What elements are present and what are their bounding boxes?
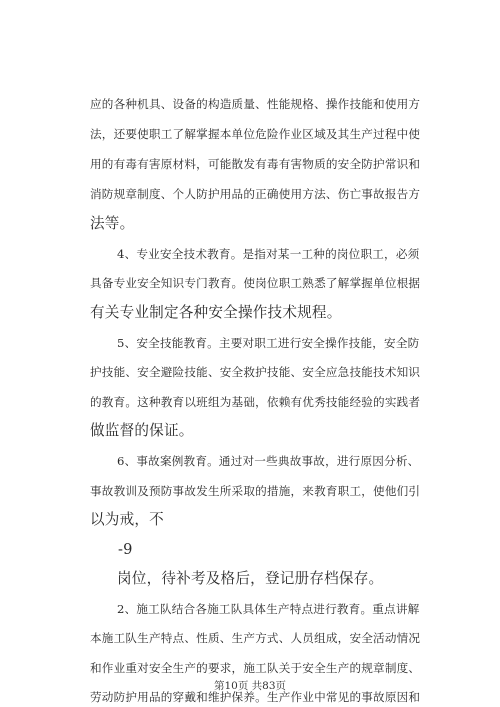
text-line: 做监督的保证。 [90, 422, 194, 439]
text-line: 本施工队生产特点、性质、生产方式、人员组成，安全活动情况 [90, 631, 420, 645]
text-line: 有关专业制定各种安全操作技术规程。 [90, 304, 342, 321]
page-footer: 第10页 共83页 [213, 680, 287, 692]
page-marker: -9 [118, 541, 133, 558]
text-line: 用的有毒有害原材料，可能散发有毒有害物质的安全防护常识和 [90, 157, 420, 171]
text-line: 护技能、安全避险技能、安全救护技能、安全应急技能技术知识 [90, 365, 420, 379]
text-line: 劳动防护用品的穿戴和维护保养。生产作业中常见的事故原因和 [90, 690, 420, 704]
text-line: 岗位，待补考及格后，登记册存档保存。 [117, 570, 384, 587]
paragraph-5-first-line: 5、安全技能教育。主要对职工进行安全操作技能，安全防 [117, 336, 420, 350]
paragraph-4-first-line: 4、专业安全技术教育。是指对某一工种的岗位职工，必须 [117, 247, 420, 261]
text-line: 和作业重对安全生产的要求，施工队关于安全生产的规章制度、 [90, 661, 420, 675]
text-line: 事故教训及预防事故发生所采取的措施，来教育职工，使他们引 [90, 484, 420, 498]
paragraph-6-first-line: 6、事故案例教育。通过对一些典故事故，进行原因分析、 [117, 454, 420, 468]
text-line: 以为戒，不 [90, 511, 164, 528]
paragraph-2-first-line: 2、施工队结合各施工队具体生产特点进行教育。重点讲解 [117, 602, 420, 616]
text-line: 具备专业安全知识专门教育。使岗位职工熟悉了解掌握单位根据 [90, 276, 420, 290]
text-line: 应的各种机具、设备的构造质量、性能规格、操作技能和使用方 [90, 97, 420, 111]
text-line: 消防规章制度、个人防护用品的正确使用方法、伤亡事故报告方 [90, 187, 420, 201]
text-line: 法等。 [90, 215, 135, 232]
text-line: 法，还要使职工了解掌握本单位危险作业区域及其生产过程中使 [90, 127, 420, 141]
text-line: 的教育。这种教育以班组为基础，依赖有优秀技能经验的实践者 [90, 395, 420, 409]
